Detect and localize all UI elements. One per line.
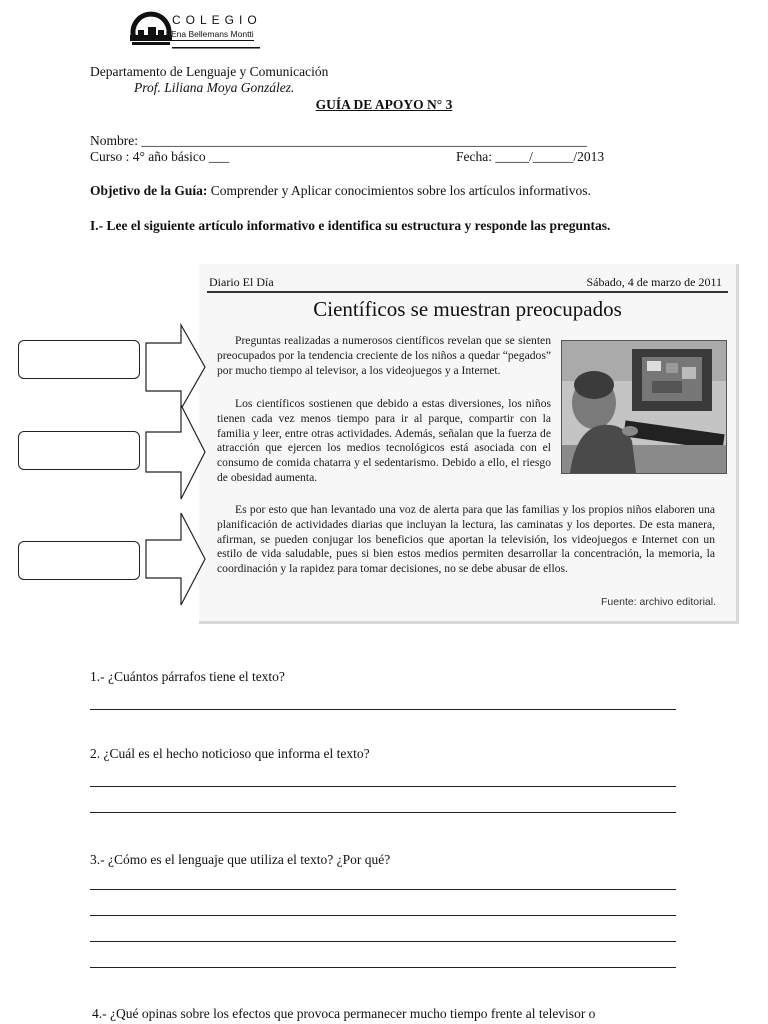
course-field[interactable]: Curso : 4° año básico ___ <box>90 149 230 164</box>
guide-objective <box>90 183 591 199</box>
objective-text: Comprender y Aplicar conocimientos sobre los artículos informativos. <box>207 183 591 198</box>
name-label: Nombre: <box>90 133 142 148</box>
question-3: 3.- ¿Cómo es el lenguaje que utiliza el texto? ¿Por qué? <box>90 852 391 867</box>
article-paragraph-1: Preguntas realizadas a numerosos científicos revelan que se sienten preocupados por la tendencia creciente de los niños a quedar “pegados” por mucho tiempo al televisor, a los videojuegos y a Internet. <box>217 334 551 377</box>
logo-school-name: Ena Bellemans Montti <box>171 29 254 39</box>
name-field[interactable] <box>90 133 587 149</box>
answer-line[interactable] <box>90 915 676 916</box>
arrow-right-icon <box>145 402 207 502</box>
objective-label: Objetivo de la Guía: <box>90 183 208 198</box>
department-name: Departamento de Lenguaje y Comunicación <box>90 64 329 79</box>
article-paragraph-2: Los científicos sostienen que debido a estas diversiones, los niños tienen cada vez menos tiempo para ir al parque, compartir con la familia y leer, entre otras actividades. Además, señalan que la fuerza de atracción que ejercen los medios tecnológicos está asociada con el consumo de comida chatarra y el sedentarismo. Debido a ello, el riesgo de obesidad aumenta. <box>217 397 551 484</box>
answer-line[interactable] <box>90 889 676 890</box>
question-4: 4.- ¿Qué opinas sobre los efectos que provoca permanecer mucho tiempo frente al televisor o <box>92 1006 596 1021</box>
article-date: Sábado, 4 de marzo de 2011 <box>586 275 722 289</box>
article-source: Fuente: archivo editorial. <box>601 596 716 608</box>
article-headline: Científicos se muestran preocupados <box>313 297 622 321</box>
arrow-right-icon <box>145 322 207 412</box>
child-at-computer-photo <box>561 340 727 474</box>
answer-line[interactable] <box>90 786 676 787</box>
newspaper-name: Diario El Día <box>209 275 274 289</box>
structure-answer-box-2[interactable] <box>18 431 140 470</box>
question-1: 1.- ¿Cuántos párrafos tiene el texto? <box>90 669 285 684</box>
logo-word: COLEGIO <box>172 13 262 27</box>
instruction: I.- Lee el siguiente artículo informativo e identifica su estructura y responde las preguntas. <box>90 218 611 233</box>
arrow-right-icon <box>145 510 207 608</box>
answer-line[interactable] <box>90 941 676 942</box>
structure-answer-box-3[interactable] <box>18 541 140 580</box>
teacher-name: Prof. Liliana Moya González. <box>134 80 295 95</box>
name-line: __________________________________________________________________ <box>141 133 587 148</box>
article-paragraph-3: Es por esto que han levantado una voz de alerta para que las familias y los propios niños elaboren una planificación de actividades diarias que incluyan la lectura, las caminatas y los deportes. De esta manera, afirman, se pueden conjugar los beneficios que aportan la televisión, los videojuegos e Internet con un estilo de vida saludable, pues si bien estos medios permiten desarrollar la concentración, la memoria, la coordinación y la rapidez para tomar decisiones, no se debe abusar de ellos. <box>217 503 715 576</box>
answer-line[interactable] <box>90 709 676 710</box>
structure-answer-box-1[interactable] <box>18 340 140 379</box>
answer-line[interactable] <box>90 967 676 968</box>
question-2: 2. ¿Cuál es el hecho noticioso que informa el texto? <box>90 746 370 761</box>
guide-title: GUÍA DE APOYO N° 3 <box>315 97 453 112</box>
answer-line[interactable] <box>90 812 676 813</box>
date-field[interactable]: Fecha: _____/______/2013 <box>456 149 605 164</box>
news-article <box>199 264 739 624</box>
header-rule <box>207 291 728 293</box>
